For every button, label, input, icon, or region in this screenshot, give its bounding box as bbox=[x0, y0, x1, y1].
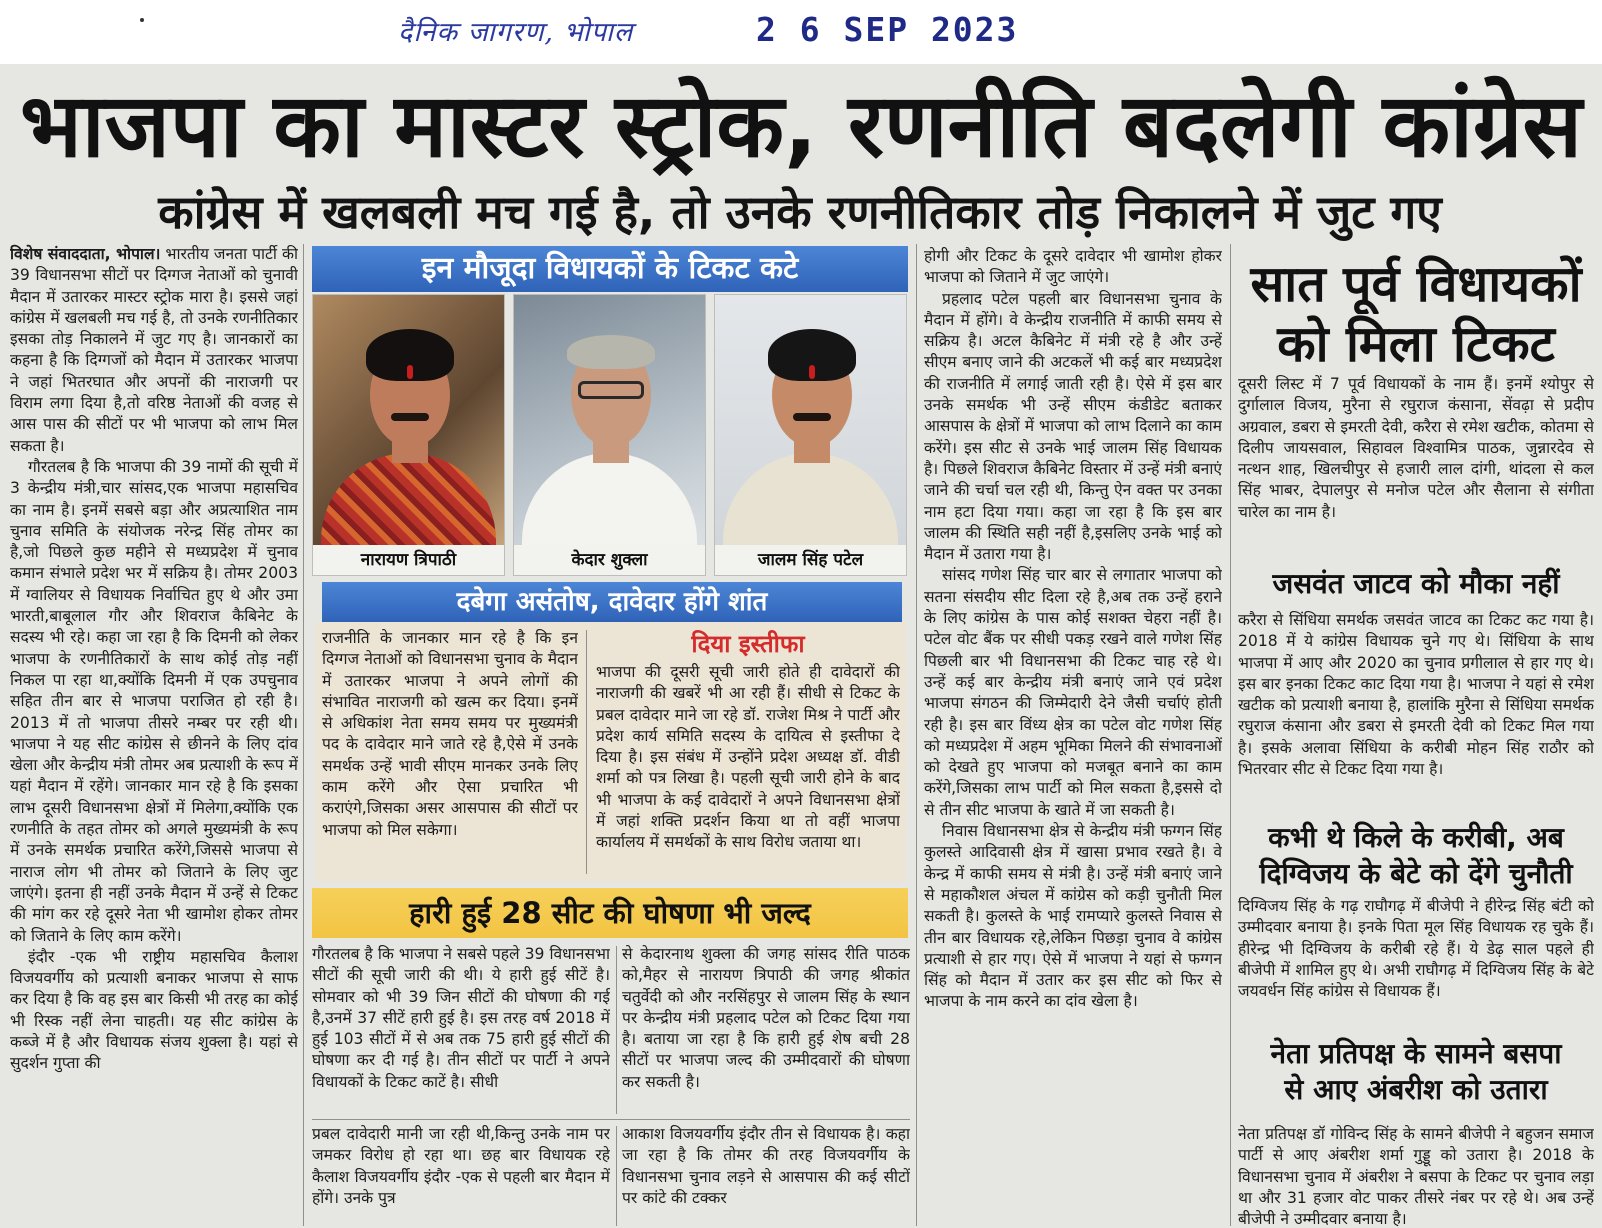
sidebar-heading bbox=[1238, 566, 1594, 606]
portrait-photo bbox=[714, 294, 907, 576]
ink-dot bbox=[140, 18, 144, 22]
heading-line: सात पूर्व विधायकों bbox=[1250, 255, 1582, 313]
sidebar-text bbox=[1238, 374, 1594, 556]
heading-line: दिग्विजय के बेटे को देंगे चुनौती bbox=[1259, 857, 1573, 890]
article-paragraph: दिग्विजय सिंह के गढ़ राघौगढ़ में बीजेपी ने हीरेन्द्र सिंह बंटी को उम्मीदवार बनाया है। इनके पिता मूल सिंह विधायक रह चुके हैं। हीरेन्द्र भी दिग्विजय के करीबी रहे हैं। ये डेढ़ साल पहले ही बीजेपी में शामिल हुए थे। अभी राघौगढ़ में दिग्विजय सिंह के बेटे जयवर्धन सिंह कांग्रेस से विधायक हैं। bbox=[1238, 897, 1594, 1001]
lost-seats-title: हारी हुई 28 सीट की घोषणा भी जल्द bbox=[312, 888, 908, 938]
photo-caption: नारायण त्रिपाठी bbox=[313, 545, 504, 575]
ticket-cut-photo-box bbox=[312, 246, 908, 576]
article-paragraph: गौरतलब है कि भाजपा ने सबसे पहले 39 विधानसभा सीटों की सूची जारी की थी। ये हारी हुई सीटें है। सोमवार को भी 39 जिन सीटों की घोषणा की गई है,उनमें 37 सीटें हारी हुई है। इस तरह वर्ष 2018 में हुई 103 सीटों में से अब तक 75 हारी हुई सीटों की घोषणा कर दी गई है। तीन सीटों पर पार्टी ने अपने विधायकों के टिकट काटें है। सीधी bbox=[312, 945, 610, 1091]
resignation-text bbox=[596, 662, 900, 878]
sidebar-heading bbox=[1238, 820, 1594, 894]
date-stamp: 2 6 SEP 2023 bbox=[756, 10, 1019, 49]
portrait-moustache bbox=[391, 413, 429, 421]
article-paragraph: इंदौर -एक भी राष्ट्रीय महासचिव कैलाश विजयवर्गीय को प्रत्याशी बनाकर भाजपा से साफ कर दिया है कि वह इस बार किसी भी तरह का कोई भी रिस्क नहीं लेना चाहती। यह सीट कांग्रेस के कब्जे में है और विधायक संजय शुक्ला है। यहां से सुदर्शन गुप्ता की bbox=[10, 947, 298, 1073]
column-rule bbox=[616, 1126, 617, 1226]
heading-line: कभी थे किले के करीबी, अब bbox=[1268, 821, 1564, 854]
paragraph-text: भारतीय जनता पार्टी की 39 विधानसभा सीटों पर दिग्गज नेताओं को चुनावी मैदान में उतारकर मास्टर स्ट्रोक मारा है। इससे जहां कांग्रेस में खलबली मच गई है, तो उनके रणनीतिकार इसका तोड़ निकालने में जुट गए है। जानकारों का कहना है कि दिग्गजों को मैदान में उतारकर भाजपा ने जहां भितरघात और अपनों की नाराजगी पर विराम लगा दिया है,तो वरिष्ठ नेताओं की वजह से आस पास की सीटों पर भी भाजपा को लाभ मिल सकता है। bbox=[10, 245, 298, 455]
column-rule bbox=[1230, 244, 1231, 1226]
article-paragraph: आकाश विजयवर्गीय इंदौर तीन से विधायक है। कहा जा रहा है कि तोमर की तरह विजयवर्गीय के विधानसभा चुनाव लड़ने से आसपास की कई सीटों पर कांटे की टक्कर bbox=[622, 1125, 910, 1207]
resignation-heading: दिया इस्तीफा bbox=[691, 630, 805, 658]
sidebar-heading bbox=[1238, 1036, 1594, 1120]
dateline: विशेष संवाददाता, भोपाल। bbox=[10, 245, 161, 263]
discontent-box-title: दबेगा असंतोष, दावेदार होंगे शांत bbox=[322, 582, 902, 622]
article-paragraph: सांसद गणेश सिंह चार बार से लगातार भाजपा को सतना संसदीय सीट दिला रहे है,अब तक उन्हें हराने के लिए कांग्रेस के पास कोई सशक्त चेहरा नहीं है। पटेल वोट बैंक पर सीधी पकड़ रखने वाले गणेश सिंह पिछली बार भी विधानसभा की टिकट चाह रहे थे। उन्हें कई बार केन्द्रीय मंत्री बनाएं जाने एवं प्रदेश भाजपा संगठन की जिम्मेदारी देने जैसी चर्चाएं होती रही है। इस बार विंध्य क्षेत्र का पटेल वोट गणेश सिंह को मध्यप्रदेश में अहम भूमिका मिलने की संभावनाओं को देखते हुए भाजपा को मजबूत बनाने का काम करेंगे,जिसका लाभ पार्टी को मिल सकता है,इससे दो से तीन सीट भाजपा के खाते में जा सकती है। bbox=[924, 566, 1222, 819]
photo-caption: जालम सिंह पटेल bbox=[715, 545, 906, 575]
sidebar-text bbox=[1238, 896, 1594, 1024]
article-paragraph: प्रबल दावेदारी मानी जा रही थी,किन्तु उनके नाम पर जमकर विरोध हो रहा था। छह बार विधायक रहे कैलाश विजयवर्गीय इंदौर -एक से पहली बार मैदान में होंगे। उनके पुत्र bbox=[312, 1125, 610, 1207]
column-rule bbox=[916, 244, 917, 1226]
section-rule bbox=[312, 1119, 910, 1120]
photo-box-title: इन मौजूदा विधायकों के टिकट कटे bbox=[312, 246, 908, 292]
sub-headline: कांग्रेस में खलबली मच गई है, तो उनके रणनीतिकार तोड़ निकालने में जुट गए bbox=[158, 185, 1442, 239]
column-2-continuation-right bbox=[622, 1124, 910, 1228]
portrait-shirt bbox=[522, 453, 697, 545]
article-paragraph: दूसरी लिस्ट में 7 पूर्व विधायकों के नाम हैं। इनमें श्योपुर से दुर्गालाल विजय, मुरैना से रघुराज कंसाना, सेंवढ़ा से प्रदीप अग्रवाल, डबरा से इमरती देवी, करैरा से रमेश खटीक, कोतमा से दिलीप जायसवाल, सिहावल विश्वामित्र पाठक, जुन्नारदेव से नत्थन शाह, खिलचीपुर से हजारी लाल दांगी, थांदला से कल सिंह भाबर, देपालपुर से मनोज पटेल और सैलाना से संगीता चारेल का नाम है। bbox=[1238, 375, 1594, 521]
sidebar-text bbox=[1238, 1124, 1594, 1228]
portrait-photo bbox=[513, 294, 706, 576]
heading-line: को मिला टिकट bbox=[1277, 315, 1555, 373]
portrait-hair bbox=[567, 335, 655, 369]
article-paragraph: भाजपा की दूसरी सूची जारी होते ही दावेदारों की नाराजगी की खबरें भी आ रही हैं। सीधी से टिकट के प्रबल दावेदार माने जा रहे डॉ. राजेश मिश्र ने पार्टी और प्रदेश कार्य समिति सदस्य के दायित्व से इस्तीफा दे दिया है। इस संबंध में उन्होंने प्रदेश अध्यक्ष डॉ. वीडी शर्मा को पत्र लिखा है। पहली सूची जारी होने के बाद भी भाजपा के कई दावेदारों ने अपने विधानसभा क्षेत्रों में जहां शक्ति प्रदर्शन किया था तो वहीं भाजपा कार्यालय में समर्थकों के साथ विरोध जताया था। bbox=[596, 663, 900, 852]
article-paragraph: करैरा से सिंधिया समर्थक जसवंत जाटव का टिकट कट गया है। 2018 में ये कांग्रेस विधायक चुने गए थे। सिंधिया के साथ भाजपा में आए और 2020 का चुनाव प्रगीलाल से हार गए थे। इस बार इनका टिकट काट दिया गया है। भाजपा ने यहां से रमेश खटीक को प्रत्याशी बनाया है, हालांकि मुरैना से सिंधिया समर्थक रघुराज कंसाना और डबरा से इमरती देवी को टिकट मिल गया है। इसके अलावा सिंधिया के करीबी मोहन सिंह राठौर को भितरवार सीट से टिकट दिया गया है। bbox=[1238, 611, 1594, 779]
sidebar-heading bbox=[1238, 254, 1594, 374]
column-rule bbox=[586, 630, 587, 874]
article-paragraph: होगी और टिकट के दूसरे दावेदार भी खामोश होकर भाजपा को जिताने में जुट जाएंगे। bbox=[924, 247, 1222, 287]
main-headline: भाजपा का मास्टर स्ट्रोक, रणनीति बदलेगी कांग्रेस bbox=[20, 74, 1582, 177]
column-rule bbox=[303, 244, 304, 1226]
column-1 bbox=[10, 244, 298, 1224]
heading-line: जसवंत जाटव को मौका नहीं bbox=[1272, 567, 1560, 600]
portrait-tilak bbox=[407, 365, 413, 379]
sidebar-text bbox=[1238, 610, 1594, 816]
discontent-text bbox=[322, 628, 578, 878]
article-paragraph: राजनीति के जानकार मान रहे है कि इन दिग्गज नेताओं को विधानसभा चुनाव के मैदान में उतारकर भाजपा ने अपने लोगों की संभावित नाराजगी को खत्म कर दिया। इनमें से अधिकांश नेता समय समय पर मुख्यमंत्री पद के दावेदार माने जाते रहे है,ऐसे में उनके समर्थक उन्हें भावी सीएम मानकर उनके लिए काम करेंगे और ऐसा प्रचारित भी कराएंगे,जिसका असर आसपास की सीटों पर भाजपा को मिल सकेगा। bbox=[322, 629, 578, 839]
portrait-glasses bbox=[578, 381, 644, 399]
article-paragraph: से केदारनाथ शुक्ला की जगह सांसद रीति पाठक को,मैहर से नारायण त्रिपाठी की जगह श्रीकांत चतुर्वेदी को और नरसिंहपुर से जालम सिंह के स्थान पर केन्द्रीय मंत्री प्रहलाद पटेल को टिकट दिया गया है। बताया जा रहा है कि हारी हुई शेष बची 28 सीटों पर भाजपा जल्द की उम्मीदवारों की घोषणा कर सकती है। bbox=[622, 945, 910, 1091]
article-paragraph: नेता प्रतिपक्ष डॉ गोविन्द सिंह के सामने बीजेपी ने बहुजन समाज पार्टी से आए अंबरीश शर्मा गुड्डू को उतारा है। 2018 के विधानसभा चुनाव में अंबरीश ने बसपा के टिकट पर चुनाव लड़ा था और 31 हजार वोट पाकर तीसरे नंबर पर रहे थे। अब उन्हें बीजेपी ने उम्मीदवार बनाया है। bbox=[1238, 1125, 1594, 1228]
lost-seats-text-right bbox=[622, 944, 910, 1116]
photo-caption: केदार शुक्ला bbox=[514, 545, 705, 575]
article-paragraph bbox=[10, 244, 298, 457]
portrait-shirt bbox=[723, 453, 898, 545]
article-paragraph: निवास विधानसभा क्षेत्र से केन्द्रीय मंत्री फग्गन सिंह कुलस्ते आदिवासी क्षेत्र में खासा प्रभाव रखते है। वे केन्द्र में काफी समय से मंत्री है। उन्हें मंत्री बनाएं जाने से महाकौशल अंचल में कांग्रेस को कड़ी चुनौती मिल सकती है। कुलस्ते के भाई रामप्यारे कुलस्ते निवास से तीन बार विधायक रहे,लेकिन पिछड़ा चुनाव वे कांग्रेस प्रत्याशी से हार गए। ऐसे में भाजपा ने यहां से फग्गन सिंह को मैदान में उतार कर इस सीट को फिर से भाजपा के नाम करने का दांव खेला है। bbox=[924, 822, 1222, 1011]
portrait-moustache bbox=[793, 413, 831, 421]
lost-seats-text-left bbox=[312, 944, 610, 1116]
column-rule bbox=[616, 946, 617, 1114]
article-paragraph: प्रहलाद पटेल पहली बार विधानसभा चुनाव के मैदान में होंगे। वे केन्द्रीय राजनीति में काफी समय से सक्रिय है। अटल कैबिनेट में मंत्री रहे है और उन्हें सीएम बनाए जाने की अटकलें भी कई बार मध्यप्रदेश की राजनीति में लगाई जाती रही है। ऐसे में इस बार उनके समर्थक भी उन्हें सीएम कंडीडेट बताकर आसपास के क्षेत्रों में भाजपा को लाभ दिलाने का काम करेंगे। इस सीट से उनके भाई जालम सिंह विधायक है। पिछले शिवराज कैबिनेट विस्तार में उन्हें मंत्री बनाएं जाने की चर्चा चल रही थी, किन्तु ऐन वक्त पर उनका नाम हटा दिया गया। कहा जा रहा है कि इस बार जालम की स्थिति सही नहीं है,इसलिए उनके भाई को मैदान में उतारा गया है। bbox=[924, 289, 1222, 564]
portrait-photo bbox=[312, 294, 505, 576]
heading-line: से आए अंबरीश को उतारा bbox=[1284, 1073, 1548, 1106]
heading-line: नेता प्रतिपक्ष के सामने बसपा bbox=[1270, 1037, 1562, 1070]
article-paragraph: गौरतलब है कि भाजपा की 39 नामों की सूची में 3 केन्द्रीय मंत्री,चार सांसद,एक भाजपा महासचिव का नाम है। इनमें सबसे बड़ा और अप्रत्याशित नाम चुनाव समिति के संयोजक नरेन्द्र सिंह तोमर का है,जो पिछले कुछ महीने से मध्यप्रदेश में चुनाव कमान संभाले प्रदेश भर में सक्रिय है। तोमर 2003 में ग्वालियर से विधायक निर्वाचित हुए थे और उमा भारती,बाबूलाल गौर और शिवराज कैबिनेट के सदस्य भी रहे। कहा जा रहा है कि दिमनी को लेकर भाजपा के रणनीतिकारों के साथ कोई तोड़ नहीं निकल पा रहा था,क्योंकि दिमनी में एक उपचुनाव सहित तीन बार से भाजपा पराजित हो रही है। 2013 में तो भाजपा तीसरे नम्बर पर रही थी। भाजपा ने यह सीट कांग्रेस से छीनने के लिए दांव खेला और केन्द्रीय मंत्री तोमर अब प्रत्याशी के रूप में यहां मैदान में रहेंगे। जानकार मान रहे है कि इसका लाभ दूसरी विधानसभा क्षेत्रों में मिलेगा,क्योंकि एक रणनीति के तहत तोमर को अगले मुख्यमंत्री के रूप में उनके समर्थक प्रचारित करेंगे,जिससे भाजपा से नाराज लोग भी तोमर को जिताने के लिए जुट जाएंगे। इतना ही नहीं उनके मैदान में उन्हें से टिकट की मांग कर रहे दूसरे नेता भी खामोश होकर तोमर को जिताने के लिए काम करेंगे। bbox=[10, 457, 298, 945]
newspaper-name-stamp: दैनिक जागरण, भोपाल bbox=[398, 17, 634, 48]
column-3 bbox=[924, 246, 1222, 1226]
column-2-continuation-left bbox=[312, 1124, 610, 1228]
portrait-tilak bbox=[809, 365, 815, 379]
portrait-shirt bbox=[321, 453, 496, 545]
